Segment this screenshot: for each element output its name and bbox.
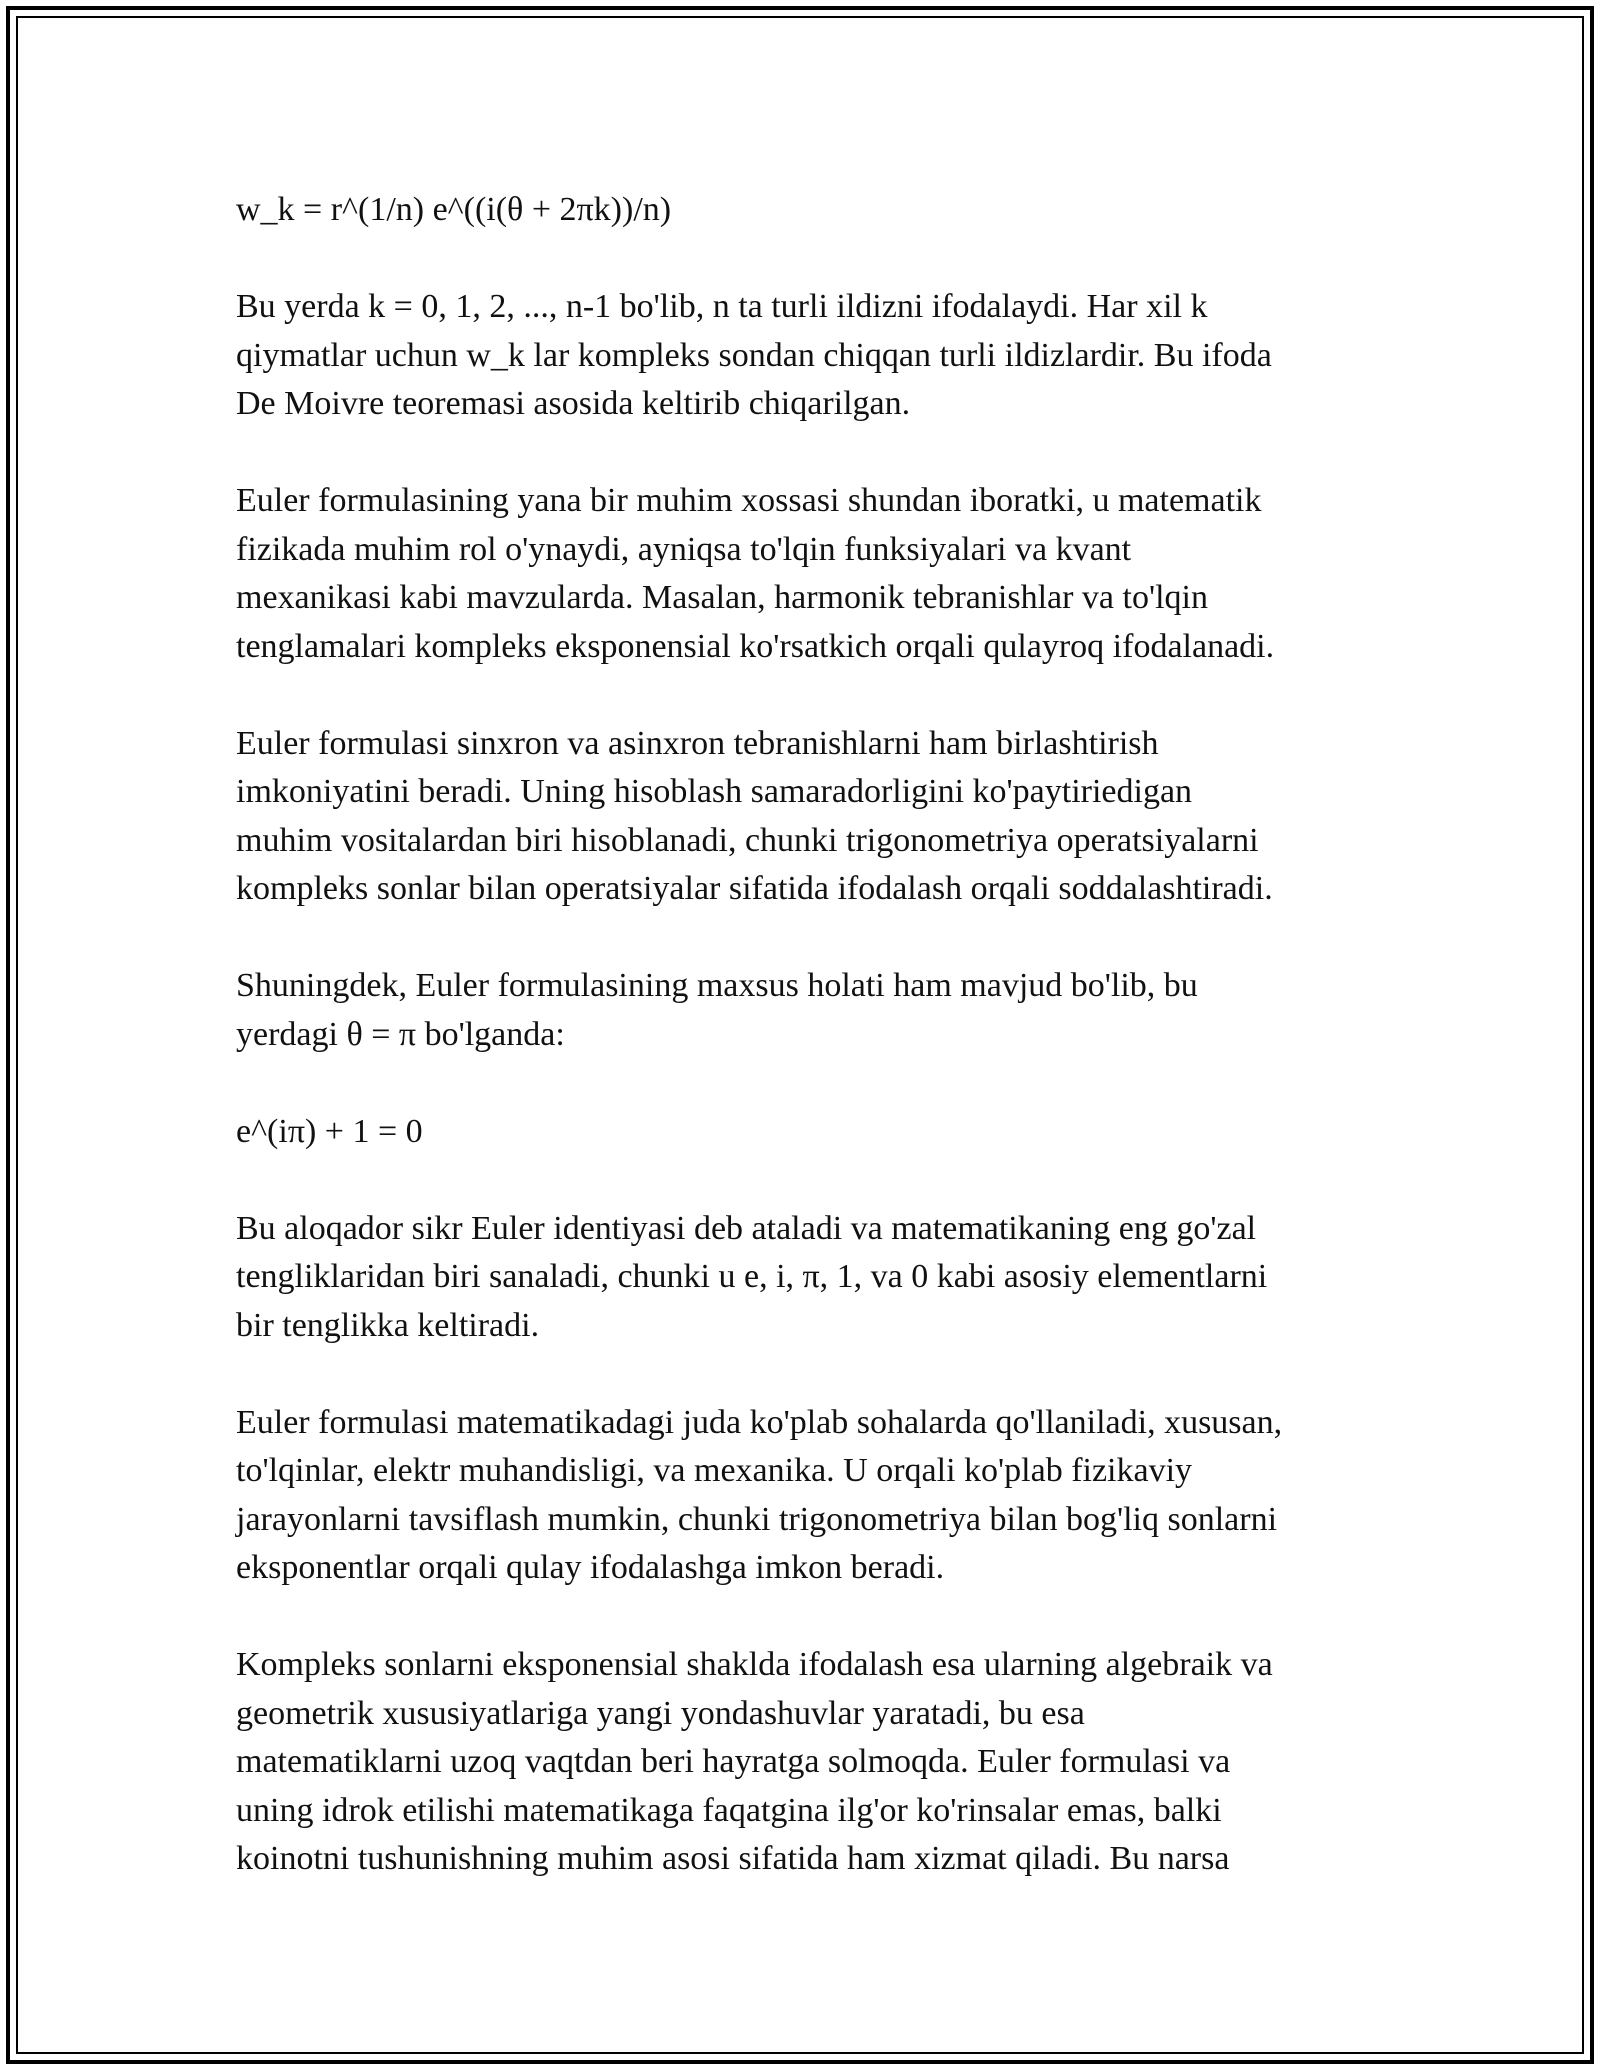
paragraph-oscillations: Euler formulasi sinxron va asinxron tebranishlarni ham birlashtirish imkoniyatini beradi. Uning hisoblash samaradorligini ko'paytiriedigan muhim vositalardan biri hisoblanadi, chunki trigonometriya operatsiyalarni kompleks sonlar bilan operatsiyalar sifatida ifodalash orqali soddalashtiradi.: [236, 724, 1273, 907]
paragraph-applications: Euler formulasi matematikadagi juda ko'plab sohalarda qo'llaniladi, xususan, to'lqinlar, elektr muhandisligi, va mexanika. U orqali ko'plab fizikaviy jarayonlarni tavsiflash mumkin, chunki trigonometriya bilan bog'liq sonlarni eksponentlar orqali qulay ifodalashga imkon beradi.: [236, 1403, 1283, 1586]
paragraph-exponential-form: Kompleks sonlarni eksponensial shaklda ifodalash esa ularning algebraik va geometrik xususiyatlariga yangi yondashuvlar yaratadi, bu esa matematiklarni uzoq vaqtdan beri hayratga solmoqda. Euler formulasi va uning idrok etilishi matematikaga faqatgina ilg'or ko'rinsalar emas, balki koinotni tushunishning muhim asosi sifatida ham xizmat qiladi. Bu narsa: [236, 1646, 1273, 1877]
paragraph-roots-explanation: Bu yerda k = 0, 1, 2, ..., n-1 bo'lib, n ta turli ildizni ifodalaydi. Har xil k qiymatlar uchun w_k lar kompleks sondan chiqqan turli ildizlardir. Bu ifoda De Moivre teoremasi asosida keltirib chiqarilgan.: [236, 288, 1272, 422]
formula-euler-identity: e^(iπ) + 1 = 0: [236, 1112, 423, 1150]
paragraph-identity-explanation: Bu aloqador sikr Euler identiyasi deb ataladi va matematikaning eng go'zal tengliklaridan biri sanaladi, chunki u e, i, π, 1, va 0 kabi asosiy elementlarni bir tenglikka keltiradi.: [236, 1209, 1268, 1344]
formula-roots: w_k = r^(1/n) e^((i(θ + 2πk))/n): [236, 191, 672, 228]
document-body: [236, 186, 1376, 1932]
paragraph-special-case: Shuningdek, Euler formulasining maxsus holati ham mavjud bo'lib, bu yerdagi θ = π bo'lganda:: [236, 967, 1198, 1053]
paragraph-physics-role: Euler formulasining yana bir muhim xossasi shundan iboratki, u matematik fizikada muhim rol o'ynaydi, ayniqsa to'lqin funksiyalari va kvant mexanikasi kabi mavzularda. Masalan, harmonik tebranishlar va to'lqin tenglamalari kompleks eksponensial ko'rsatkich orqali qulayroq ifodalanadi.: [236, 482, 1275, 665]
